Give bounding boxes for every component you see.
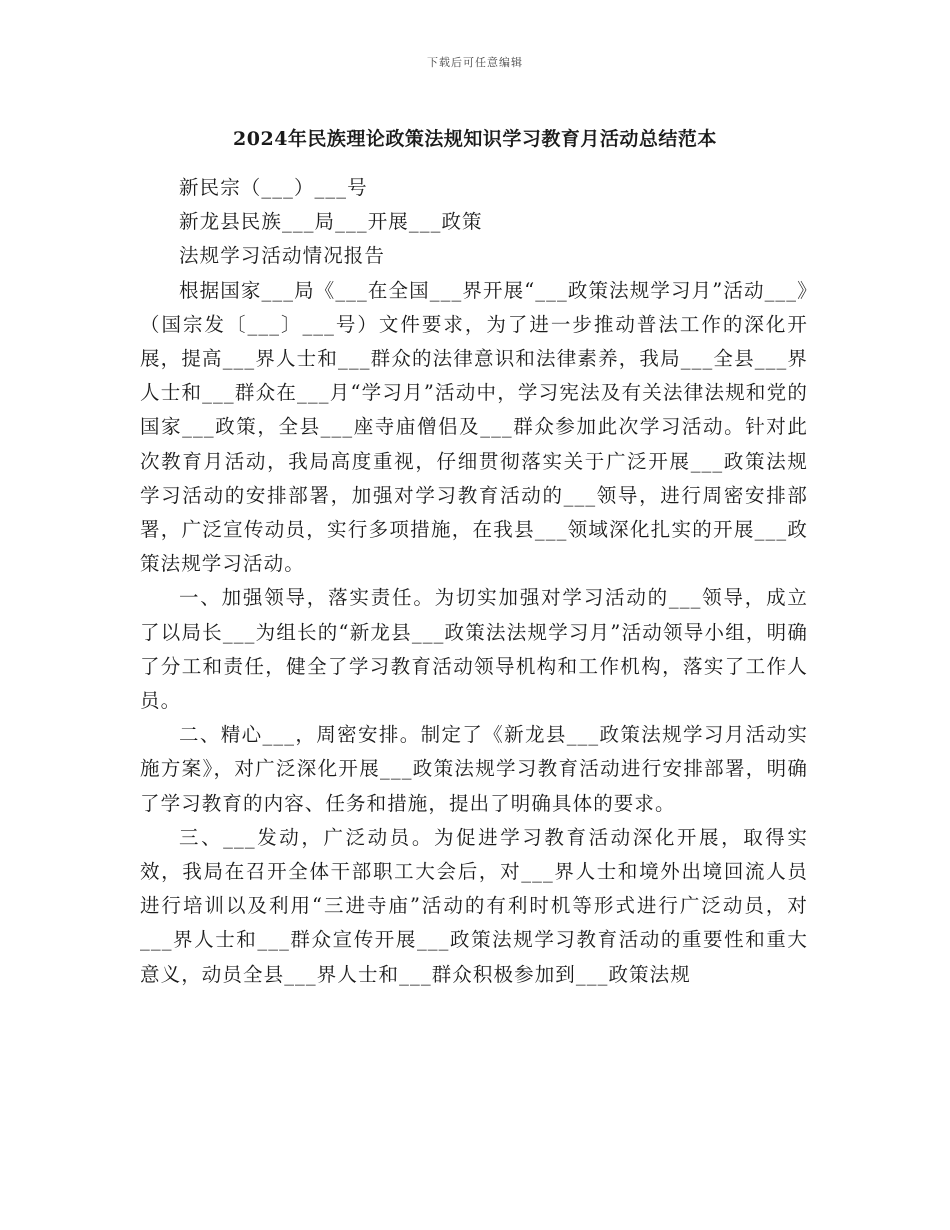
section-3-paragraph: 三、___发动，广泛动员。为促进学习教育活动深化开展，取得实效，我局在召开全体干部职工大会后，对___界人士和境外出境回流人员进行培训以及利用“三进寺庙”活动的有利时机等形式进行广泛动员，对___界人士和___群众宣传开展___政策法规学习教育活动的重要性和重大意义，动员全县___界人士和___群众积极参加到___政策法规 xyxy=(140,825,808,986)
section-1-paragraph: 一、加强领导，落实责任。为切实加强对学习活动的___领导，成立了以局长___为组长的“新龙县___政策法法规学习月”活动领导小组，明确了分工和责任，健全了学习教育活动领导机构和工作机构，落实了工作人员。 xyxy=(140,586,808,713)
report-heading-line-2: 法规学习活动情况报告 xyxy=(179,244,386,268)
document-body xyxy=(140,171,808,992)
header-note: 下载后可任意编辑 xyxy=(427,56,523,69)
intro-paragraph: 根据国家___局《___在全国___界开展“___政策法规学习月”活动___》（国宗发〔___〕___号）文件要求，为了进一步推动普法工作的深化开展，提高___界人士和___群众的法律意识和法律素养，我局___全县___界人士和___群众在___月“学习月”活动中，学习宪法及有关法律法规和党的国家___政策，全县___座寺庙僧侣及___群众参加此次学习活动。针对此次教育月活动，我局高度重视，仔细贯彻落实关于广泛开展___政策法规学习活动的安排部署，加强对学习教育活动的___领导，进行周密安排部署，广泛宣传动员，实行多项措施，在我县___领域深化扎实的开展___政策法规学习活动。 xyxy=(140,278,808,576)
document-title: 2024年民族理论政策法规知识学习教育月活动总结范本 xyxy=(233,128,717,150)
document-number-line: 新民宗（___）___号 xyxy=(179,176,368,199)
section-2-paragraph: 二、精心___，周密安排。制定了《新龙县___政策法规学习月活动实施方案》，对广泛深化开展___政策法规学习教育活动进行安排部署，明确了学习教育的内容、任务和措施，提出了明确具体的要求。 xyxy=(140,723,808,815)
report-heading-line-1: 新龙县民族___局___开展___政策 xyxy=(179,210,483,234)
